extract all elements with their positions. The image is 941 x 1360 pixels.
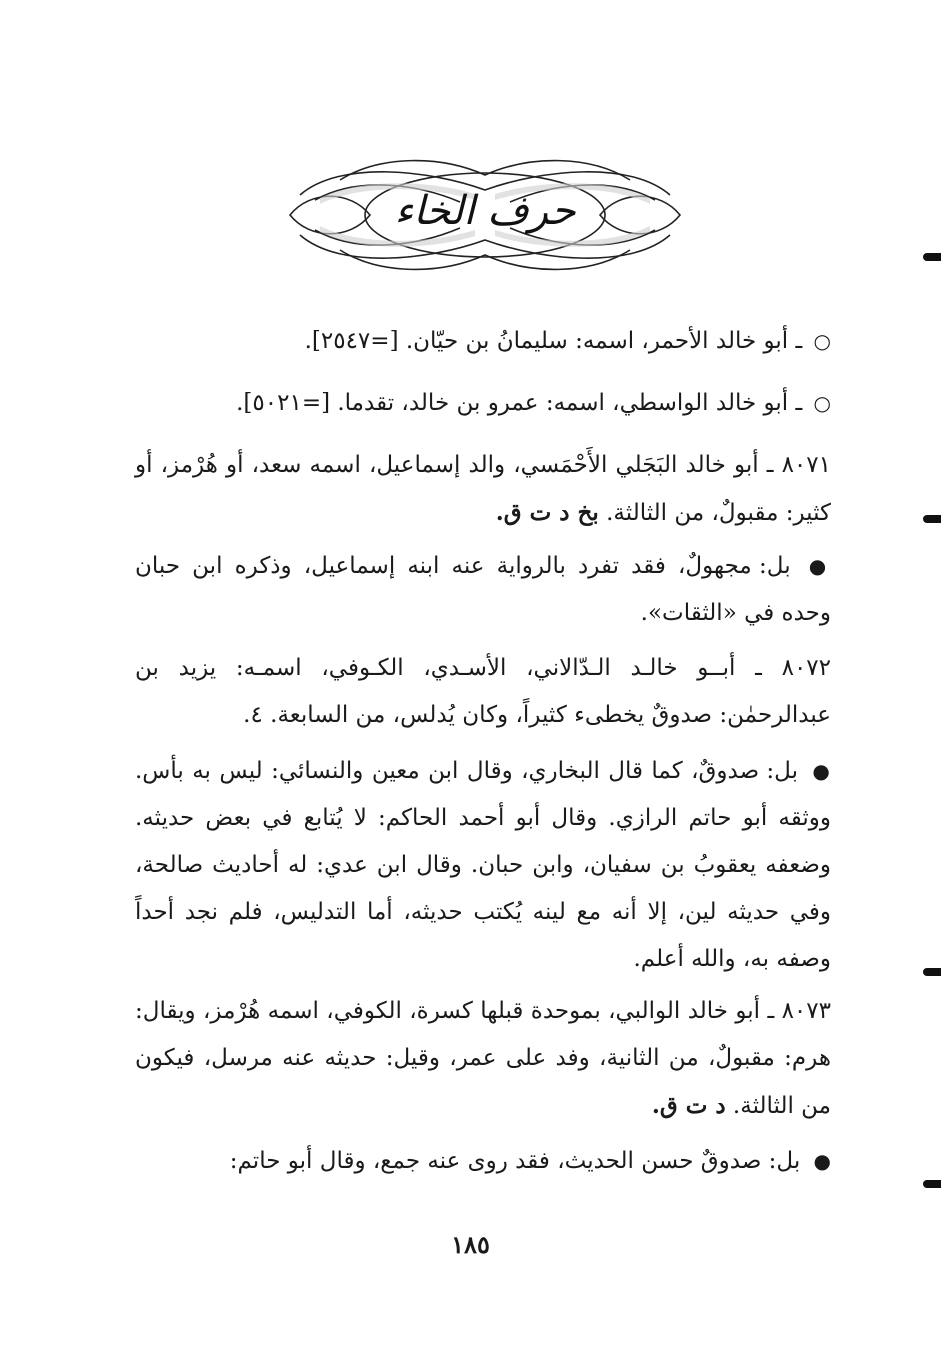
comment-text: بل: مجهولٌ، فقد تفرد بالرواية عنه ابنه إسماعيل، وذكره ابن حبان وحده في «الثقات».	[135, 553, 831, 626]
source-codes: ٤.	[243, 702, 263, 728]
page-number: ١٨٥	[451, 1230, 490, 1259]
entry-8072	[135, 645, 831, 739]
edge-tab-mark	[923, 1180, 941, 1188]
reference-entry-2	[135, 380, 831, 427]
comment-8071	[135, 543, 831, 637]
bullet-marker-icon: ●	[813, 1149, 831, 1173]
entry-text: ـ أبو خالد البَجَلي الأَحْمَسي، والد إسماعيل، اسمه سعد، أو هُرْمز، أو كثير: مقبولٌ، من الثالثة.	[135, 452, 831, 526]
entry-8071	[135, 442, 831, 537]
bullet-marker-icon: ●	[812, 759, 831, 783]
comment-text: بل: صدوقٌ، كما قال البخاري، وقال ابن معين والنسائي: ليس به بأس. ووثقه أبو حاتم الرازي. وقال أبو أحمد الحاكم: لا يُتابع في بعض حديثه. وضعفه يعقوبُ بن سفيان، وابن حبان. وقال ابن عدي: له أحاديث صالحة، وفي حديثه لين، إلا أنه مع لينه يُكتب حديثه، أما التدليس، فلم نجد أحداً وصفه به، والله أعلم.	[135, 758, 831, 972]
bullet-marker-icon: ●	[808, 554, 832, 578]
circle-marker-icon: ○	[813, 391, 831, 415]
section-title: حرف الخاء	[394, 188, 576, 234]
entry-text: ـ أبــو خالـد الـدّالاني، الأسـدي، الكـوفي، اسمـه: يزيد بن عبدالرحمٰن: صدوقٌ يخطىء كثيراً، وكان يُدلس، من السابعة.	[135, 655, 831, 728]
entry-8073	[135, 988, 831, 1130]
comment-8073	[135, 1138, 831, 1185]
entry-text: ـ أبو خالد الأحمر، اسمه: سليمانُ بن حيّان. [=٢٥٤٧].	[304, 328, 803, 354]
edge-tab-mark	[923, 515, 941, 523]
entry-text: ـ أبو خالد الواسطي، اسمه: عمرو بن خالد، تقدما. [=٥٠٢١].	[236, 390, 803, 416]
circle-marker-icon: ○	[813, 329, 831, 353]
source-codes: د ت ق.	[651, 1092, 726, 1119]
edge-tab-mark	[923, 968, 941, 976]
edge-tab-mark	[923, 253, 941, 261]
entry-number: ٨٠٧١	[781, 452, 831, 478]
entry-text: ـ أبو خالد الوالبي، بموحدة قبلها كسرة، الكوفي، اسمه هُرْمز، ويقال: هرم: مقبولٌ، من الثانية، وفد على عمر، وقيل: حديثه عنه مرسل، فيكون من الثالثة.	[135, 998, 831, 1119]
entry-number: ٨٠٧٣	[781, 998, 831, 1024]
source-codes: بخ د ت ق.	[495, 499, 599, 526]
comment-8072	[135, 748, 831, 983]
entry-number: ٨٠٧٢	[781, 655, 832, 681]
comment-text: بل: صدوقٌ حسن الحديث، فقد روى عنه جمع، وقال أبو حاتم:	[229, 1148, 801, 1174]
reference-entry-1	[135, 318, 831, 365]
